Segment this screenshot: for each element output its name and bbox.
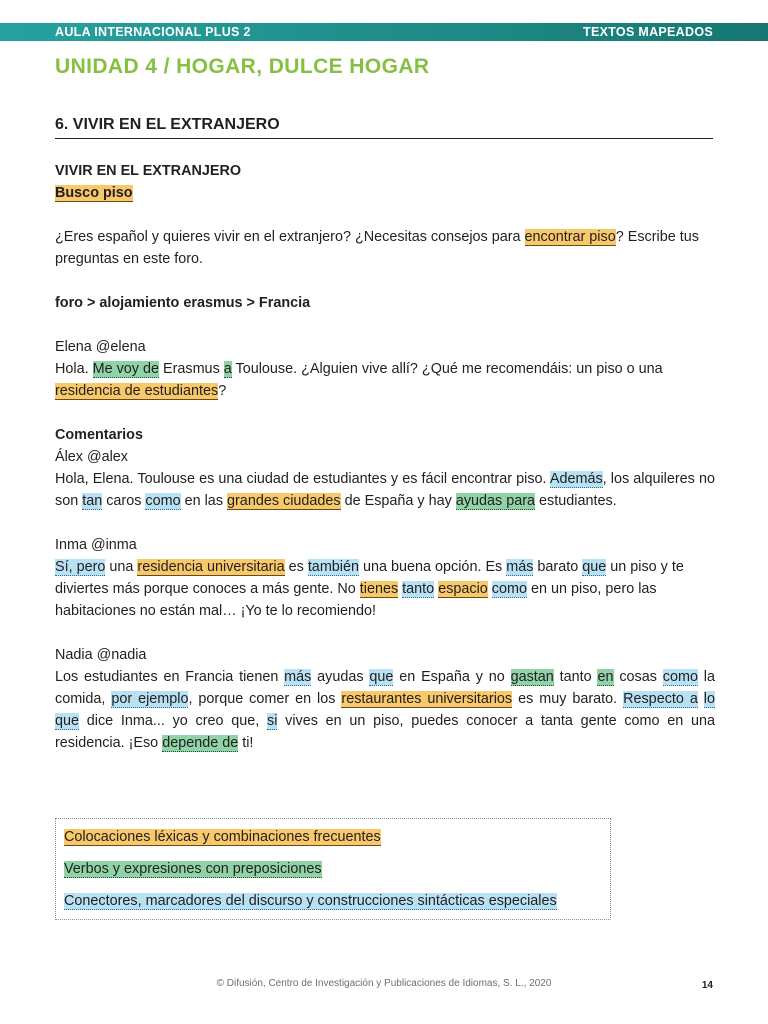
text: Toulouse. ¿Alguien vive allí? ¿Qué me recomendáis: un piso o una [231,361,663,377]
book-title: AULA INTERNACIONAL PLUS 2 [55,25,251,39]
legend-item-connectors [64,890,602,922]
highlight-verb-preposition: a [223,361,232,377]
text: , los alquileres no son [55,471,715,509]
highlight-verb-preposition: gastan [510,669,554,685]
forum-path: foro > alojamiento erasmus > Francia [55,295,311,311]
spacer [55,204,715,226]
spacer [55,512,715,534]
copyright: © Difusión, Centro de Investigación y Publicaciones de Idiomas, S. L., 2020 [216,978,552,989]
text: en un piso, pero las habitaciones no están mal… ¡Yo te lo recomiendo! [55,581,657,619]
highlight-connector: que [582,559,607,575]
text: estudiantes. [535,493,617,509]
text: en las [180,493,228,509]
spacer [55,314,715,336]
text: una buena opción. Es [359,559,507,575]
text: la comida, [55,669,715,707]
highlight-connector: como [145,493,181,509]
highlight-collocation: grandes ciudades [227,493,341,509]
section-title: 6. VIVIR EN EL EXTRANJERO [55,116,713,139]
post-body [55,358,715,402]
highlight-connector: como [491,581,527,597]
highlight-collocation: residencia universitaria [137,559,285,575]
comment-body [55,468,715,512]
highlight-connector: también [307,559,360,575]
highlight-collocation: espacio [438,581,488,597]
highlight-connector: que [369,669,394,685]
highlight-collocation: tienes [359,581,399,597]
header-bar [0,23,768,41]
text: ti! [238,735,254,751]
text: ¿Eres español y quieres vivir en el extranjero? ¿Necesitas consejos para [55,229,525,245]
intro-paragraph [55,226,715,270]
highlight-verb-preposition: ayudas para [455,493,536,509]
text: es [284,559,308,575]
highlight-connector: como [662,669,698,685]
highlight-connector: si [267,713,278,729]
highlight-connector: más [284,669,312,685]
text: una [105,559,138,575]
highlight-collocation: encontrar piso [524,229,616,245]
comment-author: Inma @inma [55,537,137,553]
comment-author: Álex @alex [55,449,129,465]
highlight-connector: Además [549,471,603,487]
highlight-connector: lo que [55,691,715,729]
text: es muy barato. [512,691,624,707]
legend-item-collocations [64,826,602,858]
text: Erasmus [158,361,224,377]
legend-item-verbs [64,858,602,890]
text: Hola. [55,361,93,377]
text: ? Escribe tus preguntas en este foro. [55,229,699,267]
comment-body [55,556,715,622]
text: ? [218,383,227,399]
doc-subtitle-line [55,182,715,204]
highlight-verb-preposition: Me voy de [92,361,159,377]
spacer [55,402,715,424]
text: en España y no [393,669,511,685]
text: cosas [613,669,663,685]
text [698,691,704,707]
text: Los estudiantes en Francia tienen [55,669,285,685]
text: vives en un piso, puedes conocer a tanta gente como en una residencia. ¡Eso [55,713,716,751]
spacer [55,622,715,644]
highlight-legend [55,818,611,920]
highlight-connector: por ejemplo [111,691,189,707]
text: ayudas [311,669,370,685]
highlight-connector: Sí, pero [55,559,106,575]
highlight-verb-preposition: depende de [162,735,239,751]
text: de España y hay [340,493,456,509]
highlight-connector: Respecto a [623,691,698,707]
legend-label: Conectores, marcadores del discurso y construcciones sintácticas especiales [64,893,557,909]
comment-author: Nadia @nadia [55,647,147,663]
text: caros [102,493,146,509]
legend-label: Verbos y expresiones con preposiciones [64,861,322,877]
document-body [55,160,715,754]
post-author: Elena @elena [55,339,146,355]
comment-body [55,666,715,754]
text: un piso y te diviertes más porque conoces a más gente. No [55,559,684,597]
page-number: 14 [701,980,713,991]
legend-label: Colocaciones léxicas y combinaciones frecuentes [64,829,381,845]
doc-subtitle: Busco piso [55,185,133,201]
highlight-collocation: restaurantes universitarios [341,691,513,707]
text: Hola, Elena. Toulouse es una ciudad de estudiantes y es fácil encontrar piso. [55,471,550,487]
section-label: TEXTOS MAPEADOS [583,25,713,39]
spacer [55,270,715,292]
highlight-connector: tan [82,493,103,509]
text: barato [533,559,583,575]
highlight-verb-preposition: en [597,669,614,685]
doc-title: VIVIR EN EL EXTRANJERO [55,163,242,179]
highlight-connector: tanto [402,581,435,597]
text: dice Inma... yo creo que, [79,713,267,729]
text: tanto [553,669,598,685]
comments-heading: Comentarios [55,427,143,443]
unit-title: UNIDAD 4 / HOGAR, DULCE HOGAR [55,55,430,78]
text: , porque comer en los [188,691,342,707]
highlight-connector: más [506,559,534,575]
highlight-collocation: residencia de estudiantes [55,383,219,399]
